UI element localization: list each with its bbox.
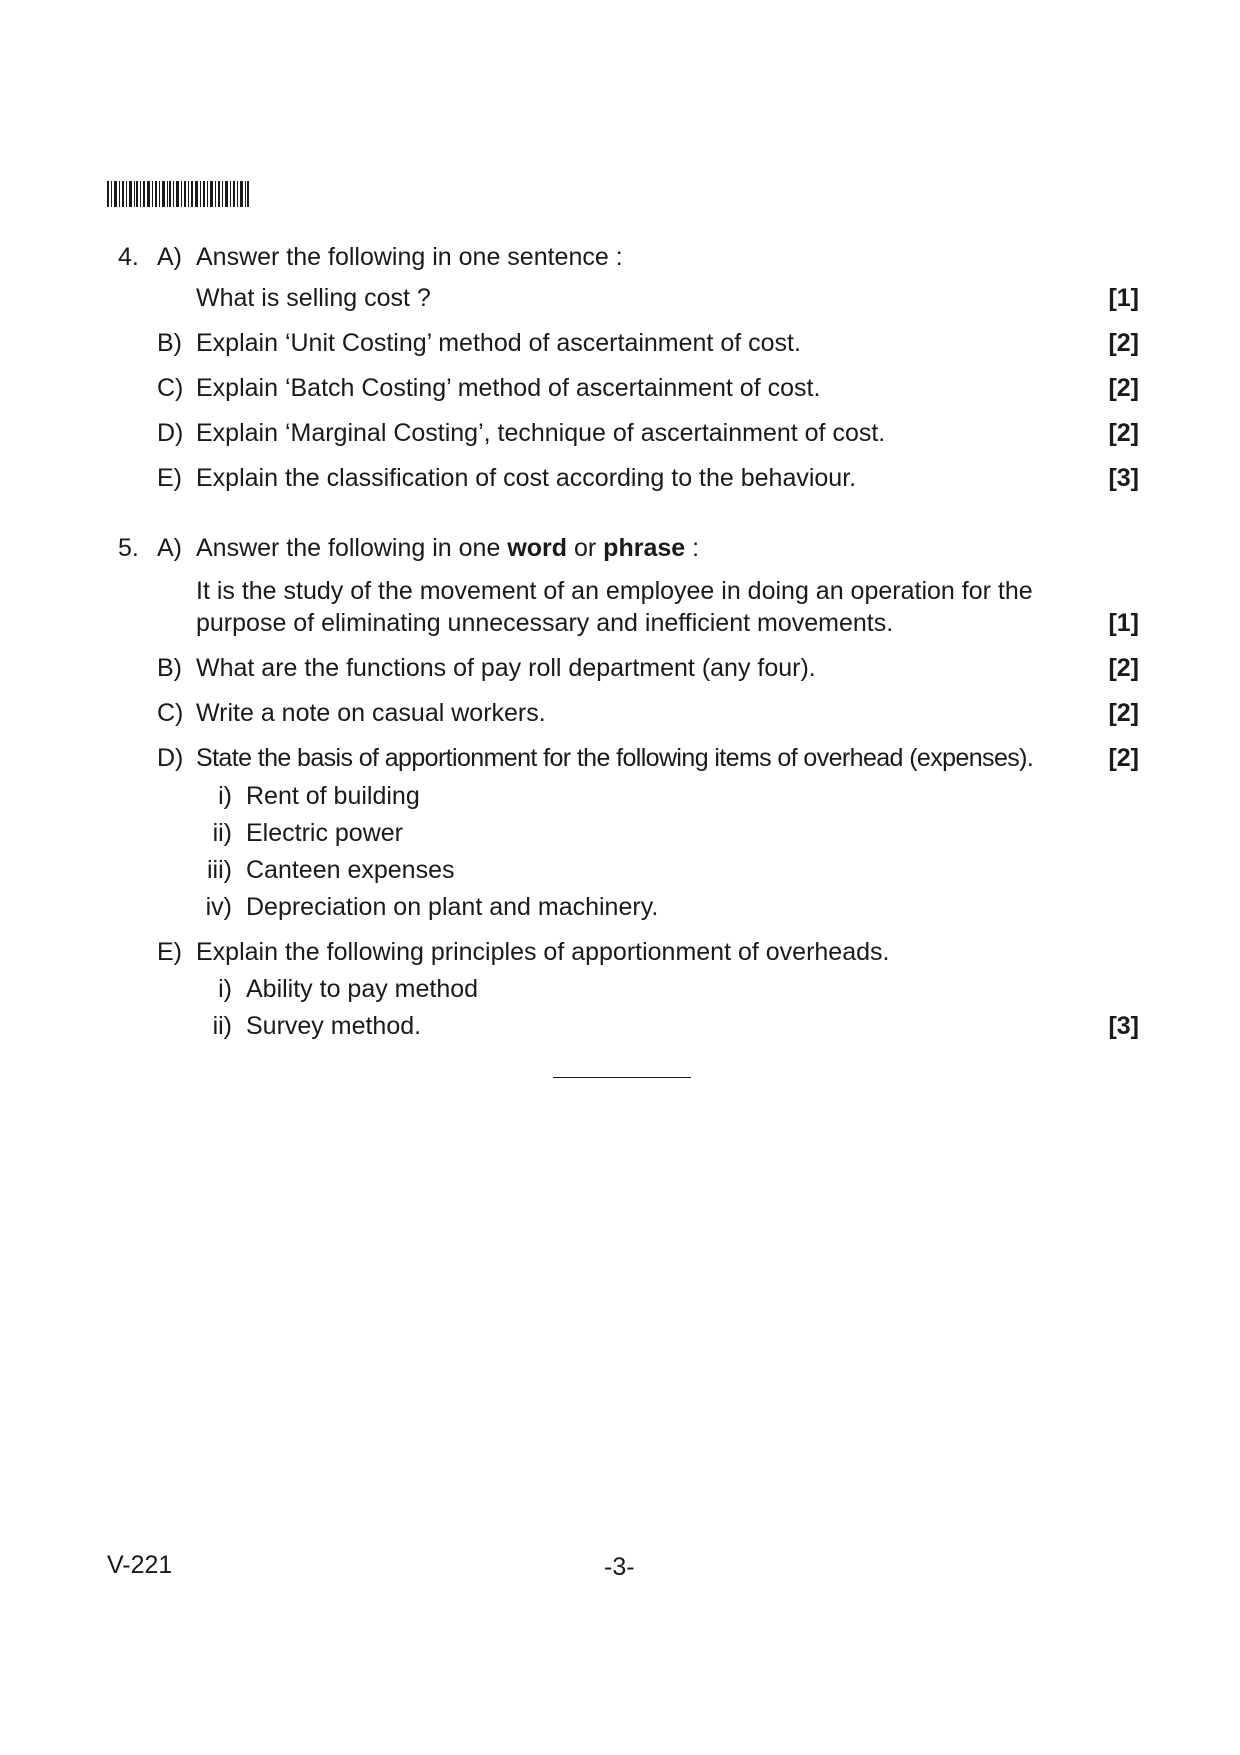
end-rule (553, 1077, 691, 1078)
q5-c-marks: [2] (1108, 699, 1139, 727)
q4-number: 4. (118, 243, 139, 271)
q4-e-label: E) (157, 464, 182, 492)
q5-e-item-text: Survey method. (246, 1012, 422, 1040)
q5-d-item-text: Canteen expenses (246, 856, 455, 884)
q5-d-label: D) (157, 744, 184, 772)
q5-a-marks: [1] (1108, 609, 1139, 637)
q5-a-word: word (507, 534, 568, 562)
q4-e-marks: [3] (1108, 464, 1139, 492)
q5-a-body-line2: purpose of eliminating unnecessary and inefficient movements. (196, 609, 894, 637)
q4-b-marks: [2] (1108, 329, 1139, 357)
q5-c-label: C) (157, 699, 184, 727)
q4-a-label: A) (157, 243, 182, 271)
q5-d-text: State the basis of apportionment for the following items of overhead (expenses). (196, 744, 1034, 772)
barcode-icon (107, 181, 249, 207)
q5-d-item-num: ii) (212, 819, 232, 847)
q5-e-label: E) (157, 938, 182, 966)
q5-e-item-num: ii) (212, 1012, 232, 1040)
q4-b-text: Explain ‘Unit Costing’ method of ascertainment of cost. (196, 329, 801, 357)
q5-d-item-num: i) (218, 782, 232, 810)
q5-a-or: or (573, 534, 597, 562)
q5-b-marks: [2] (1108, 654, 1139, 682)
q5-c-text: Write a note on casual workers. (196, 699, 546, 727)
q5-a-text (196, 532, 699, 564)
q4-e-text: Explain the classification of cost according to the behaviour. (196, 464, 857, 492)
q4-c-label: C) (157, 374, 184, 402)
q5-d-item-text: Depreciation on plant and machinery. (246, 893, 659, 921)
q5-d-item-num: iv) (205, 893, 232, 921)
q5-d-item-num: iii) (207, 856, 232, 884)
q4-a-marks: [1] (1108, 284, 1139, 312)
q5-a-phrase: phrase (603, 534, 686, 562)
q5-number: 5. (118, 534, 139, 562)
q4-d-text: Explain ‘Marginal Costing’, technique of ascertainment of cost. (196, 419, 886, 447)
q4-d-label: D) (157, 419, 184, 447)
q5-e-item-num: i) (218, 975, 232, 1003)
q5-d-item-text: Rent of building (246, 782, 420, 810)
q5-a-colon: : (692, 534, 700, 562)
q4-a-question: What is selling cost ? (196, 284, 431, 312)
q5-d-marks: [2] (1108, 744, 1139, 772)
footer-code: V-221 (107, 1551, 173, 1579)
q5-a-label: A) (157, 534, 182, 562)
q5-b-label: B) (157, 654, 182, 682)
q5-e-text: Explain the following principles of apportionment of overheads. (196, 938, 890, 966)
q4-c-text: Explain ‘Batch Costing’ method of ascertainment of cost. (196, 374, 821, 402)
q5-b-text: What are the functions of pay roll department (any four). (196, 654, 816, 682)
q5-e-marks: [3] (1108, 1012, 1139, 1040)
q4-a-text: Answer the following in one sentence : (196, 243, 623, 271)
q4-d-marks: [2] (1108, 419, 1139, 447)
footer-page-number: -3- (604, 1553, 635, 1581)
q5-d-item-text: Electric power (246, 819, 403, 847)
q5-e-item-text: Ability to pay method (246, 975, 479, 1003)
q4-b-label: B) (157, 329, 182, 357)
q5-a-text-before: Answer the following in one (196, 534, 501, 562)
q5-a-body-line1: It is the study of the movement of an employee in doing an operation for the (196, 577, 1033, 605)
q4-c-marks: [2] (1108, 374, 1139, 402)
